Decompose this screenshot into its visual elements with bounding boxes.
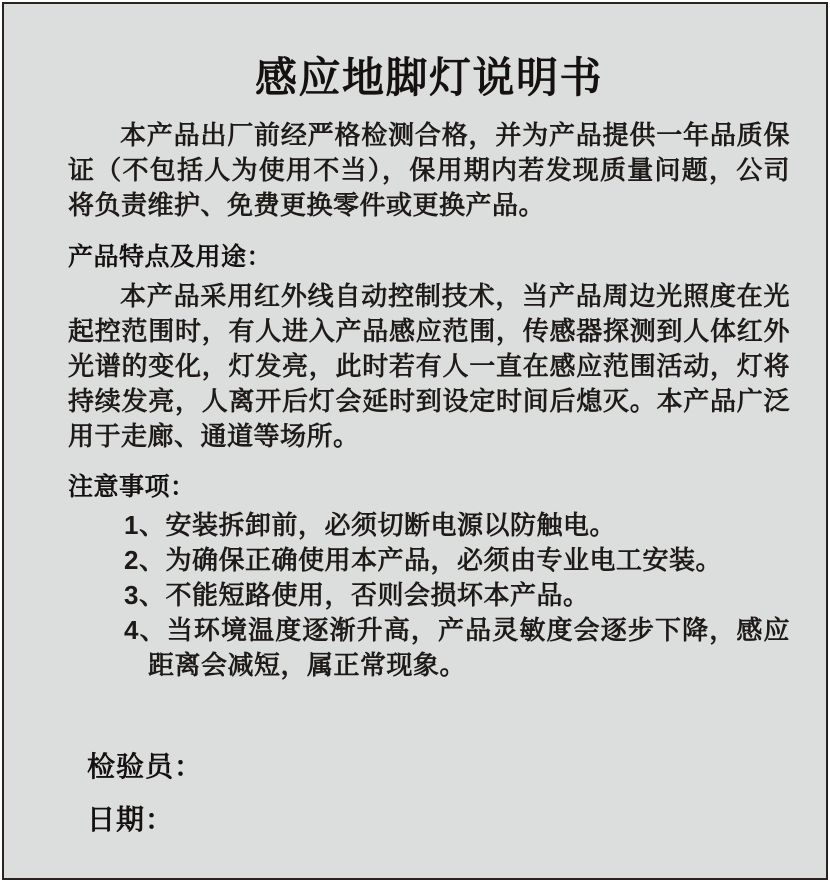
signature-block	[87, 752, 790, 835]
note-item-1: 1、安装拆卸前，必须切断电源以防触电。	[124, 510, 616, 540]
notes-section-heading: 注意事项：	[68, 473, 196, 501]
features-body-paragraph: 本产品采用红外线自动控制技术，当产品周边光照度在光起控范围时，有人进入产品感应范围，传感器探测到人体红外光谱的变化，灯发亮，此时若有人一直在感应范围活动，灯将持续发亮，人离开后灯会延时到设定时间后熄灭。本产品广泛用于走廊、通道等场所。	[68, 281, 790, 451]
note-item-4: 4、当环境温度逐渐升高，产品灵敏度会逐步下降，感应距离会减短，属正常现象。	[124, 615, 790, 680]
date-label: 日期：	[87, 804, 175, 835]
notes-list	[124, 508, 790, 683]
document-title: 感应地脚灯说明书	[254, 54, 603, 101]
note-item-2: 2、为确保正确使用本产品，必须由专业电工安装。	[124, 545, 722, 575]
inspector-label: 检验员：	[87, 751, 204, 782]
note-item-3: 3、不能短路使用，否则会损坏本产品。	[124, 580, 590, 610]
sheet-content	[4, 4, 826, 835]
features-section-heading: 产品特点及用途：	[68, 243, 273, 271]
warranty-intro-paragraph: 本产品出厂前经严格检测合格，并为产品提供一年品质保证（不包括人为使用不当），保用期内若发现质量问题，公司将负责维护、免费更换零件或更换产品。	[68, 120, 790, 220]
instruction-sheet-card	[2, 2, 828, 880]
